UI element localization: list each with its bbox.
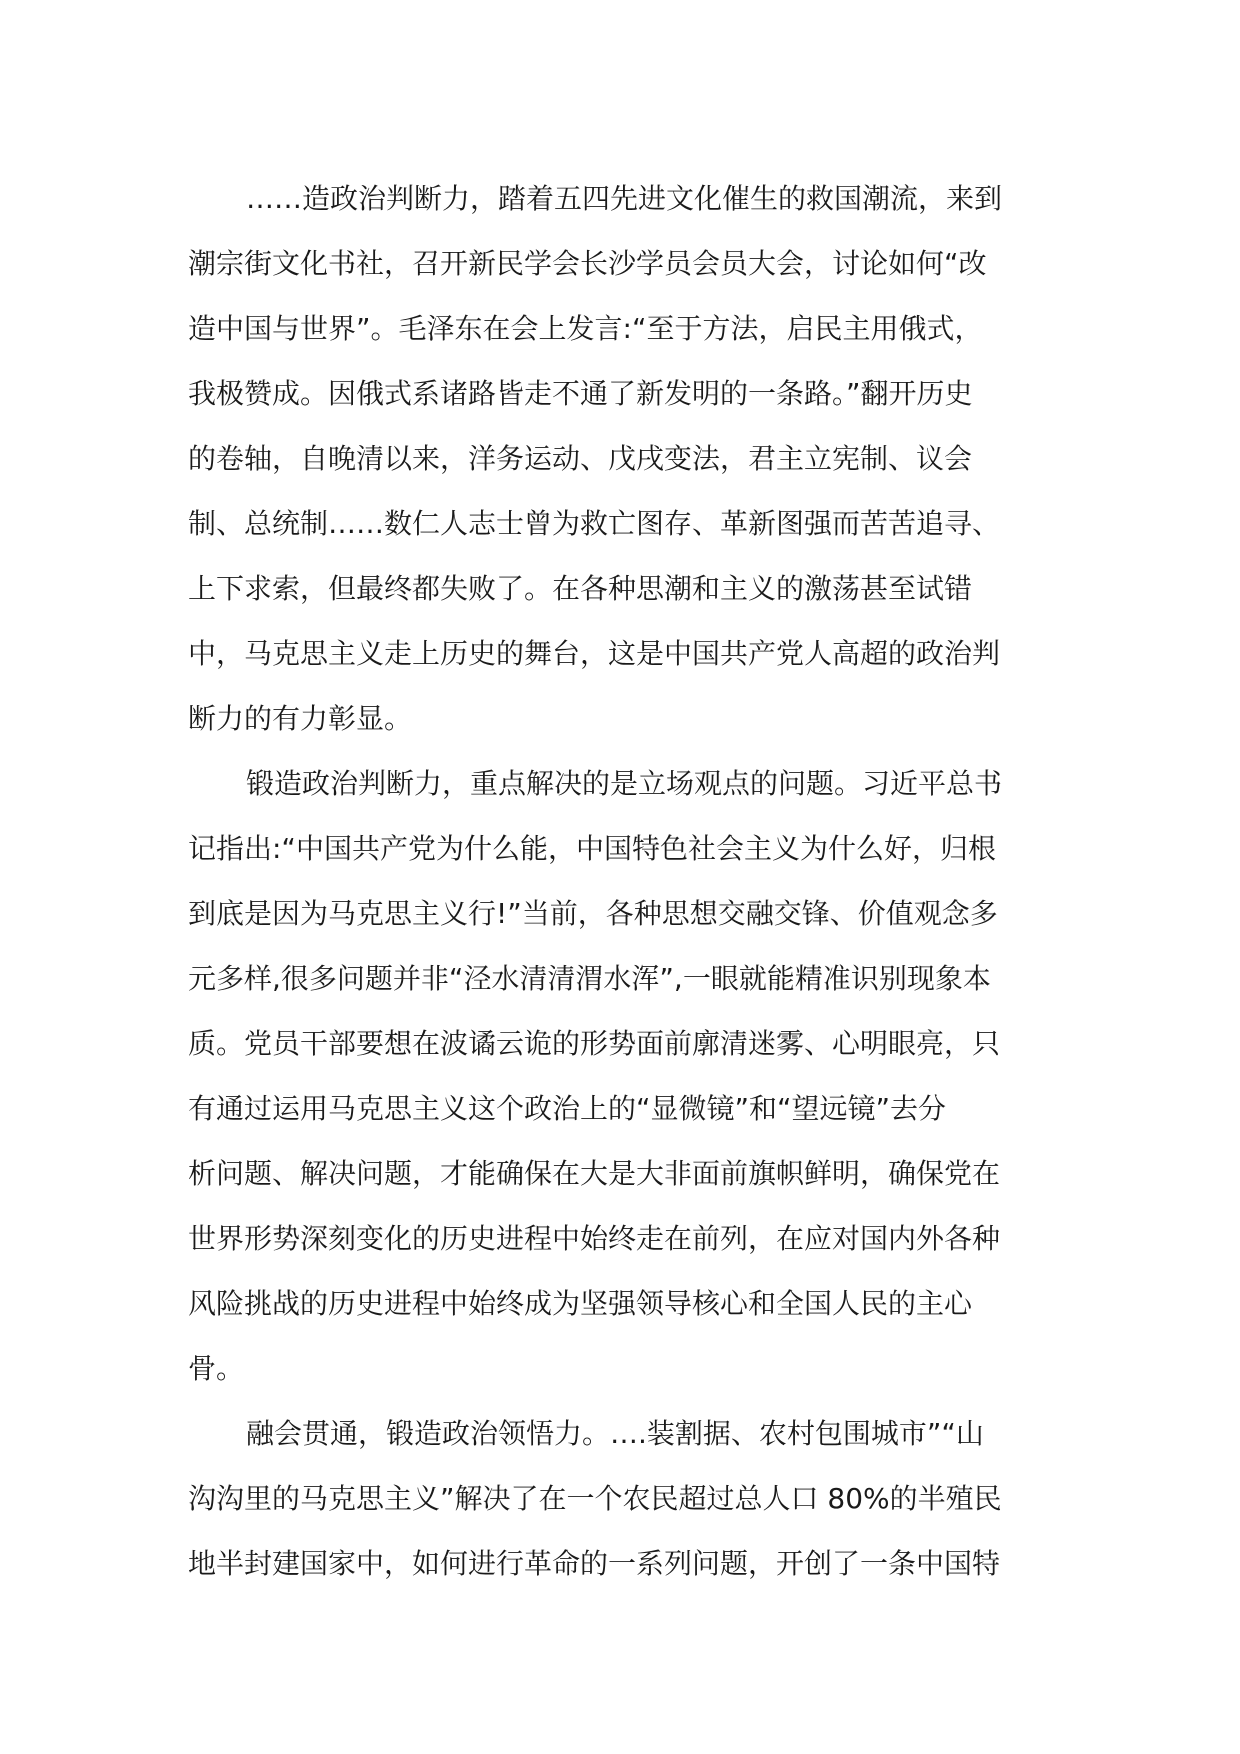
paragraph-3-line-3: 地半封建国家中，如何进行革命的一系列问题，开创了一条中国特	[188, 1547, 1001, 1580]
paragraph-2-line-3: 到底是因为马克思主义行!”当前，各种思想交融交锋、价值观念多	[188, 897, 998, 930]
paragraph-1-line-2: 潮宗街文化书社，召开新民学会长沙学员会员大会，讨论如何“改	[188, 247, 987, 280]
paragraph-2-line-2: 记指出:“中国共产党为什么能，中国特色社会主义为什么好，归根	[188, 832, 996, 865]
paragraph-2-line-10: 骨。	[188, 1352, 245, 1385]
body-text	[188, 166, 1058, 1596]
paragraph-1-line-1: ……造政治判断力，踏着五四先进文化催生的救国潮流，来到	[246, 182, 1003, 215]
paragraph-2-line-8: 世界形势深刻变化的历史进程中始终走在前列，在应对国内外各种	[188, 1222, 1001, 1255]
paragraph-3-line-2: 沟沟里的马克思主义”解决了在一个农民超过总人口 80%的半殖民	[188, 1482, 1002, 1515]
paragraph-2-line-6: 有通过运用马克思主义这个政治上的“显微镜”和“望远镜”去分	[188, 1092, 947, 1125]
paragraph-1-line-9: 断力的有力彰显。	[188, 702, 413, 735]
paragraph-1-line-3: 造中国与世界”。毛泽东在会上发言:“至于方法，启民主用俄式，	[188, 312, 983, 345]
paragraph-2-line-5: 质。党员干部要想在波谲云诡的形势面前廓清迷雾、心明眼亮，只	[188, 1027, 1001, 1060]
paragraph-3-line-1: 融会贯通，锻造政治领悟力。….装割据、农村包围城市”“山	[246, 1417, 984, 1450]
paragraph-1-line-8: 中，马克思主义走上历史的舞台，这是中国共产党人高超的政治判	[188, 637, 1001, 670]
paragraph-1-line-5: 的卷轴，自晚清以来，洋务运动、戊戌变法，君主立宪制、议会	[188, 442, 973, 475]
paragraph-2-line-4: 元多样,很多问题并非“泾水清清渭水浑”,一眼就能精准识别现象本	[188, 962, 991, 995]
paragraph-2-line-9: 风险挑战的历史进程中始终成为坚强领导核心和全国人民的主心	[188, 1287, 973, 1320]
paragraph-1-line-4: 我极赞成。因俄式系诸路皆走不通了新发明的一条路。”翻开历史	[188, 377, 973, 410]
paragraph-1-line-6: 制、总统制……数仁人志士曾为救亡图存、革新图强而苦苦追寻、	[188, 507, 1001, 540]
paragraph-2-line-1: 锻造政治判断力，重点解决的是立场观点的问题。习近平总书	[246, 767, 1003, 800]
paragraph-1-line-7: 上下求索，但最终都失败了。在各种思潮和主义的激荡甚至试错	[188, 572, 973, 605]
paragraph-2-line-7: 析问题、解决问题，才能确保在大是大非面前旗帜鲜明，确保党在	[188, 1157, 1001, 1190]
